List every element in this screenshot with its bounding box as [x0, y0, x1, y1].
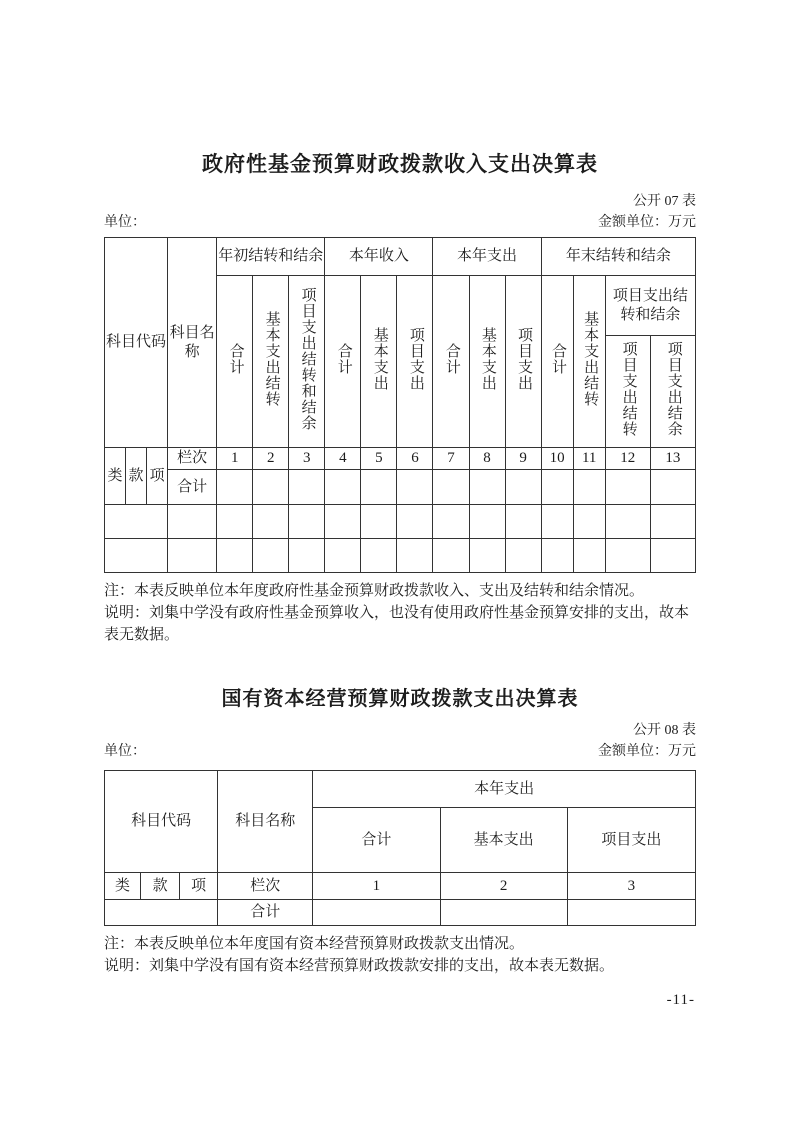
header-col7-total: 合计: [433, 276, 469, 448]
table1-unit-label: 单位：: [104, 215, 146, 230]
empty-data-cell: [397, 539, 433, 573]
header-group-begin-carryover: 年初结转和结余: [217, 238, 325, 276]
empty-data-cell: [650, 505, 695, 539]
empty-data-cell: [567, 900, 695, 926]
header-item: 项: [180, 873, 218, 900]
col-number: 11: [573, 448, 605, 470]
empty-data-cell: [217, 505, 253, 539]
table1-note: 注：本表反映单位本年度政府性基金预算财政拨款收入、支出及结转和结余情况。: [104, 583, 645, 599]
empty-data-cell: [325, 505, 361, 539]
col-number: 13: [650, 448, 695, 470]
header-col11-basic-carryover: 基本支出结转: [573, 276, 605, 448]
empty-data-cell: [361, 470, 397, 505]
empty-data-cell: [289, 539, 325, 573]
empty-data-cell: [541, 505, 573, 539]
empty-data-cell: [397, 470, 433, 505]
empty-data-cell: [469, 539, 505, 573]
empty-data-cell: [605, 470, 650, 505]
empty-data-cell: [573, 470, 605, 505]
col-number: 9: [505, 448, 541, 470]
col-number: 2: [440, 873, 567, 900]
empty-data-cell: [397, 505, 433, 539]
header-col4-total: 合计: [325, 276, 361, 448]
state-capital-budget-table: [104, 770, 696, 926]
table1-empty-row: [105, 505, 696, 539]
empty-data-cell: [605, 539, 650, 573]
empty-data-cell: [325, 539, 361, 573]
col-number: 6: [397, 448, 433, 470]
col-number: 10: [541, 448, 573, 470]
table2-form-number: 公开 08 表: [633, 723, 696, 738]
header-col8-basic: 基本支出: [469, 276, 505, 448]
header-col3-project-carryover: 项目支出结转和结余: [289, 276, 325, 448]
table1-total-row: [105, 470, 696, 505]
table2-group-header-row: [105, 771, 696, 808]
header-lanci: 栏次: [168, 448, 217, 470]
col-number: 7: [433, 448, 469, 470]
empty-data-cell: [313, 900, 440, 926]
empty-data-cell: [253, 505, 289, 539]
header-subject-name: 科目名称: [218, 771, 313, 873]
empty-data-cell: [440, 900, 567, 926]
table1-remark: 说明：刘集中学没有政府性基金预算收入，也没有使用政府性基金预算安排的支出，故本表无数据。: [104, 605, 690, 643]
empty-data-cell: [433, 505, 469, 539]
header-group-current-income: 本年收入: [325, 238, 433, 276]
header-group-current-expenditure: 本年支出: [433, 238, 541, 276]
empty-data-cell: [541, 470, 573, 505]
col-number: 3: [567, 873, 695, 900]
header-subgroup-project-carryover: 项目支出结转和结余: [605, 276, 695, 336]
empty-data-cell: [325, 470, 361, 505]
header-subject-name: 科目名称: [168, 238, 217, 448]
table1-form-number: 公开 07 表: [633, 194, 696, 209]
header-group-yearend-carryover: 年末结转和结余: [541, 238, 695, 276]
table1-column-number-row: [105, 448, 696, 470]
empty-code-cell: [105, 539, 168, 573]
header-col3-project: 项目支出: [567, 808, 695, 873]
header-col2-basic-carryover: 基本支出结转: [253, 276, 289, 448]
empty-data-cell: [469, 470, 505, 505]
table2-meta-row: [104, 743, 696, 761]
header-col6-project: 项目支出: [397, 276, 433, 448]
empty-data-cell: [573, 505, 605, 539]
header-col2-basic: 基本支出: [440, 808, 567, 873]
header-col12-project-carryforward: 项目支出结转: [605, 336, 650, 448]
col-number: 1: [313, 873, 440, 900]
empty-data-cell: [650, 470, 695, 505]
empty-data-cell: [217, 539, 253, 573]
table1-amount-unit-label: 金额单位：万元: [598, 215, 696, 230]
table2-title: 国有资本经营预算财政拨款支出决算表: [221, 688, 579, 710]
col-number: 4: [325, 448, 361, 470]
col-number: 12: [605, 448, 650, 470]
empty-data-cell: [289, 470, 325, 505]
empty-data-cell: [289, 505, 325, 539]
empty-data-cell: [573, 539, 605, 573]
total-row-label: 合计: [218, 900, 313, 926]
header-item: 项: [147, 448, 168, 505]
empty-code-cell: [105, 505, 168, 539]
table2-unit-label: 单位：: [104, 744, 146, 759]
table2-amount-unit-label: 金额单位：万元: [598, 744, 696, 759]
empty-name-cell: [168, 539, 217, 573]
header-col9-project: 项目支出: [505, 276, 541, 448]
header-lanci: 栏次: [218, 873, 313, 900]
empty-data-cell: [433, 470, 469, 505]
header-col13-project-balance: 项目支出结余: [650, 336, 695, 448]
empty-data-cell: [253, 470, 289, 505]
empty-data-cell: [361, 505, 397, 539]
empty-data-cell: [433, 539, 469, 573]
col-number: 8: [469, 448, 505, 470]
header-class: 类: [105, 873, 141, 900]
empty-data-cell: [541, 539, 573, 573]
empty-data-cell: [505, 470, 541, 505]
header-col10-total: 合计: [541, 276, 573, 448]
empty-data-cell: [469, 505, 505, 539]
page-number: -11-: [666, 992, 695, 1008]
header-col1-total: 合计: [313, 808, 440, 873]
table1-meta-row: [104, 214, 696, 232]
col-number: 3: [289, 448, 325, 470]
header-section: 款: [141, 873, 180, 900]
header-subject-code: 科目代码: [105, 238, 168, 448]
header-subject-code: 科目代码: [105, 771, 218, 873]
table1-empty-row: [105, 539, 696, 573]
table2-column-number-row: [105, 873, 696, 900]
empty-name-cell: [168, 505, 217, 539]
col-number: 2: [253, 448, 289, 470]
empty-data-cell: [505, 505, 541, 539]
empty-data-cell: [505, 539, 541, 573]
table1-group-header-row: [105, 238, 696, 276]
empty-data-cell: [253, 539, 289, 573]
table2-total-row: [105, 900, 696, 926]
empty-data-cell: [605, 505, 650, 539]
document-page: [104, 0, 696, 977]
empty-data-cell: [217, 470, 253, 505]
header-col5-basic: 基本支出: [361, 276, 397, 448]
empty-data-cell: [650, 539, 695, 573]
col-number: 1: [217, 448, 253, 470]
empty-data-cell: [361, 539, 397, 573]
header-group-current-expenditure: 本年支出: [313, 771, 696, 808]
gov-fund-budget-table: [104, 237, 696, 573]
table1-title: 政府性基金预算财政拨款收入支出决算表: [202, 153, 598, 176]
col-number: 5: [361, 448, 397, 470]
table2-remark: 说明：刘集中学没有国有资本经营预算财政拨款安排的支出，故本表无数据。: [104, 958, 615, 974]
total-row-label: 合计: [168, 470, 217, 505]
table2-note: 注：本表反映单位本年度国有资本经营预算财政拨款支出情况。: [104, 936, 525, 952]
header-section: 款: [126, 448, 147, 505]
header-class: 类: [105, 448, 126, 505]
empty-code-cell: [105, 900, 218, 926]
header-col1-total: 合计: [217, 276, 253, 448]
